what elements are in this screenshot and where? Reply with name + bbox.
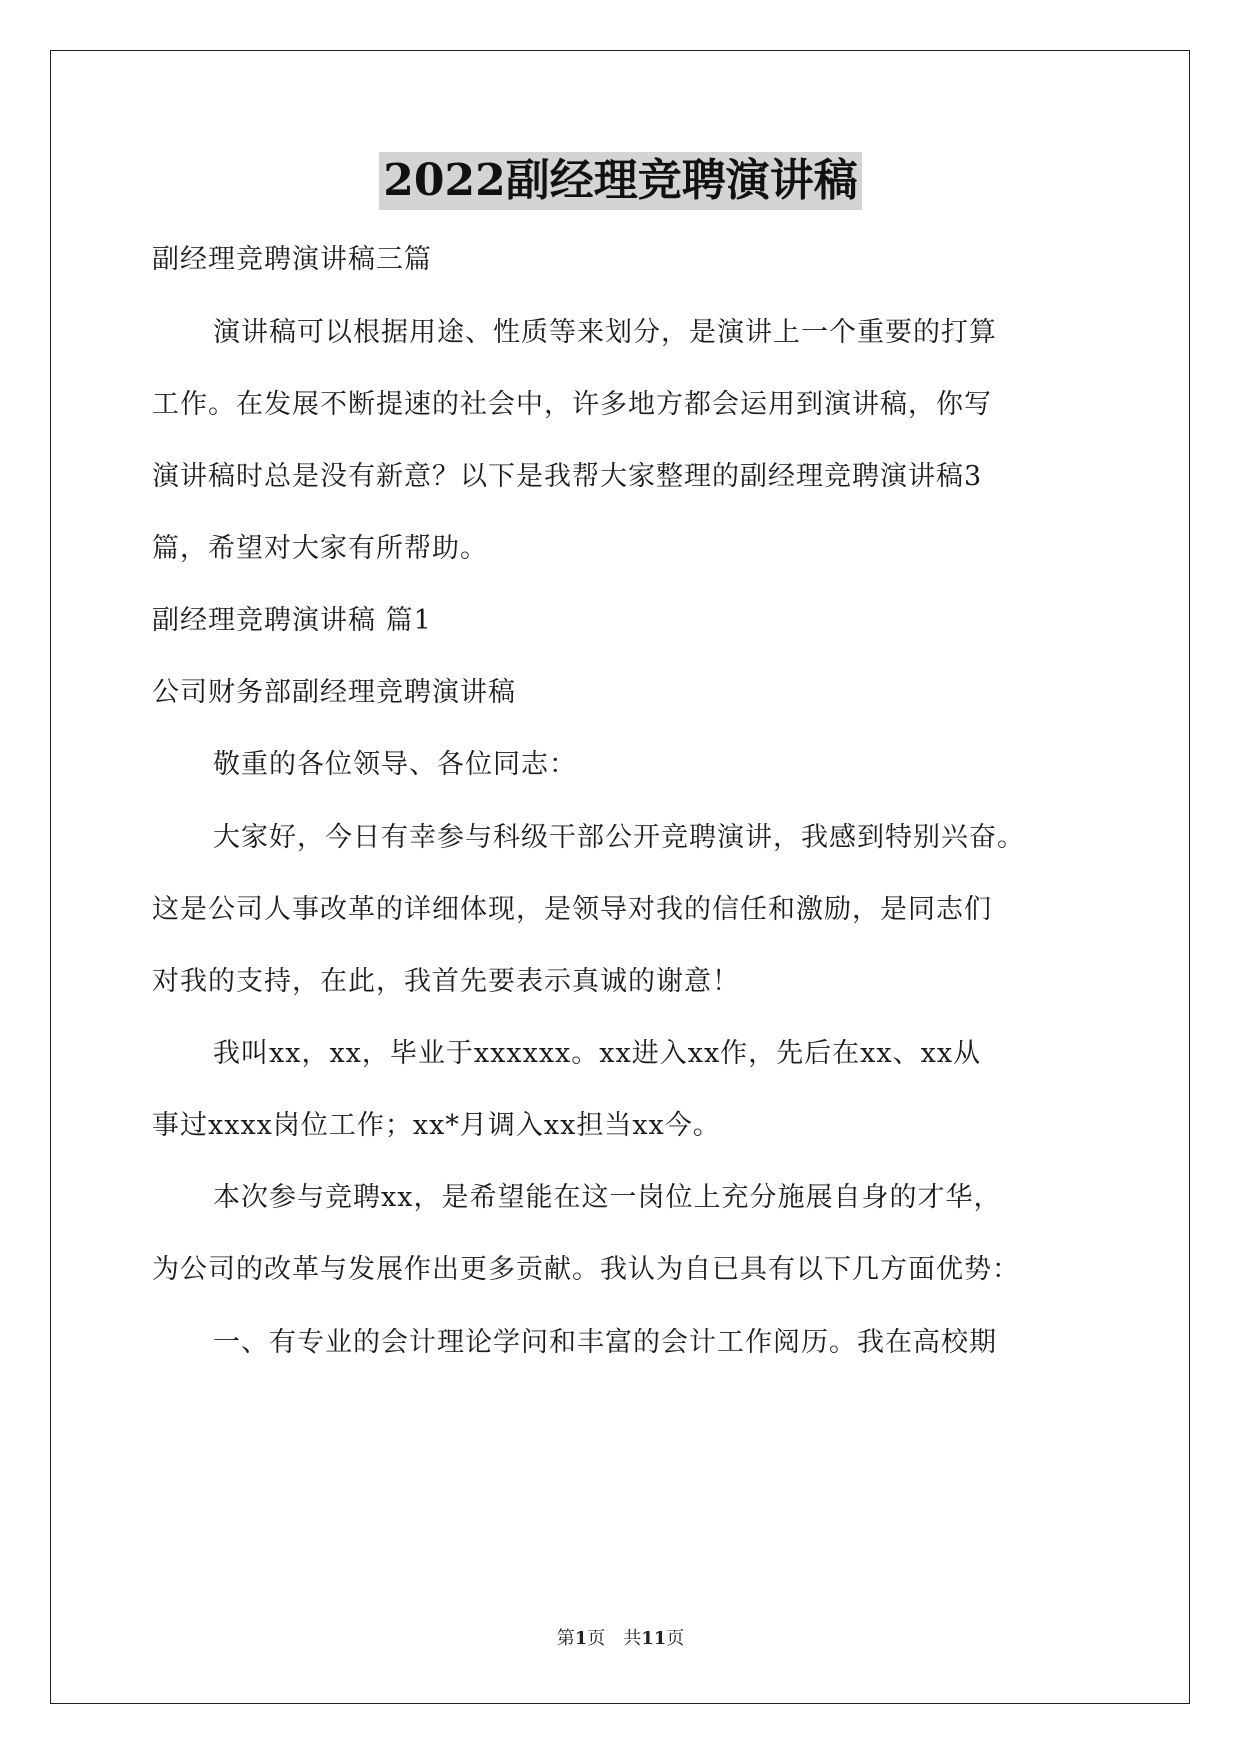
paragraph-line: 我叫xx，xx，毕业于xxxxxx。xx进入xx作，先后在xx、xx从 [213,1038,982,1069]
salutation-line: 敬重的各位领导、各位同志： [213,749,577,780]
paragraph-line: 事过xxxx岗位工作；xx*月调入xx担当xx今。 [152,1110,721,1141]
page-border [50,50,1190,1704]
footer-prefix: 第 [556,1628,575,1649]
current-page-number: 1 [574,1628,588,1649]
paragraph-line: 篇，希望对大家有所帮助。 [152,533,488,564]
subtitle-line: 副经理竞聘演讲稿三篇 [152,244,432,275]
title-text: 2022副经理竞聘演讲稿 [379,152,861,210]
paragraph-line: 工作。在发展不断提速的社会中，许多地方都会运用到演讲稿，你写 [152,389,992,420]
paragraph-line: 本次参与竞聘xx，是希望能在这一岗位上充分施展自身的才华， [213,1182,1002,1213]
paragraph-line: 演讲稿时总是没有新意？以下是我帮大家整理的副经理竞聘演讲稿3 [152,461,983,492]
paragraph-line: 一、有专业的会计理论学问和丰富的会计工作阅历。我在高校期 [213,1327,997,1358]
section-heading: 副经理竞聘演讲稿 篇1 [152,605,432,636]
page-footer [0,1627,1241,1651]
paragraph-line: 为公司的改革与发展作出更多贡献。我认为自已具有以下几方面优势： [152,1254,1020,1285]
paragraph-line: 演讲稿可以根据用途、性质等来划分，是演讲上一个重要的打算 [213,317,997,348]
total-page-number: 11 [641,1628,667,1649]
paragraph-line: 对我的支持，在此，我首先要表示真诚的谢意！ [152,966,740,997]
section-subheading: 公司财务部副经理竞聘演讲稿 [152,677,516,708]
paragraph-line: 这是公司人事改革的详细体现，是领导对我的信任和激励，是同志们 [152,894,992,925]
footer-suffix: 页 [666,1628,685,1649]
footer-middle: 页 共 [587,1628,642,1649]
paragraph-line: 大家好，今日有幸参与科级干部公开竞聘演讲，我感到特别兴奋。 [213,822,1025,853]
document-title [0,152,1241,212]
